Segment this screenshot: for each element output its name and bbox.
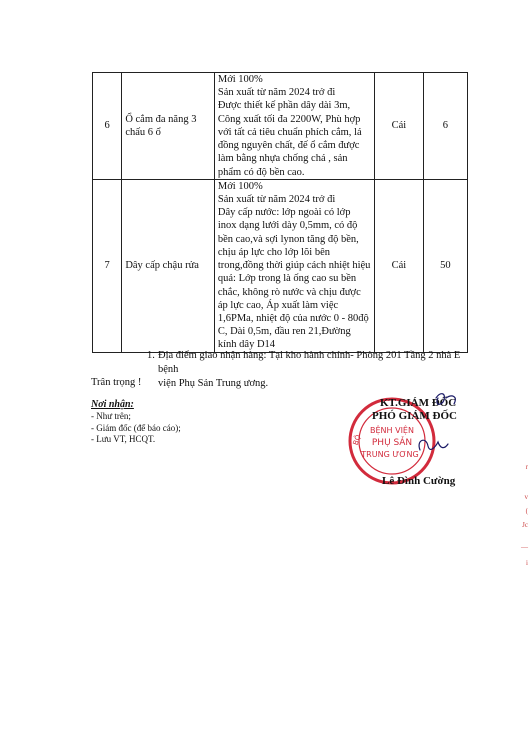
item-quantity: 6: [423, 73, 467, 180]
svg-text:BỘ: BỘ: [351, 433, 363, 447]
spec-line: chắc, không rò nước và chịu được: [217, 286, 361, 298]
edge-mark: Jc: [522, 521, 528, 529]
spec-line: trong,đồng thời giúp cách nhiệt hiệu: [217, 260, 371, 272]
table-row: [93, 179, 468, 352]
item-name: Ổ cắm đa năng 3 chấu 6 ổ: [122, 73, 215, 180]
spec-line: Mới 100%: [217, 74, 263, 85]
item-unit: Cái: [375, 73, 423, 180]
note-line-1: Địa điểm giao nhận hàng: Tại kho hành chính- Phòng 201 Tầng 2 nhà E bệnh: [158, 350, 461, 376]
table-row: [93, 73, 468, 180]
spec-line: Sản xuất từ năm 2024 trở đi: [217, 87, 336, 99]
edge-mark: v: [524, 493, 528, 501]
note-line-2: viện Phụ Sản Trung ương.: [158, 378, 269, 390]
edge-mark: r: [525, 463, 528, 471]
spec-line: Công xuất tối đa 2200W, Phù hợp: [217, 113, 361, 125]
spec-line: 1,6PMa, nhiệt độ của nước 0 - 80độ: [217, 312, 369, 324]
signature-title-1: KT.GIÁM ĐỐC: [380, 397, 457, 409]
spec-line: phẩm có độ bền cao.: [217, 166, 305, 178]
delivery-note: [147, 349, 478, 392]
edge-mark: i: [526, 559, 528, 567]
edge-mark: —: [521, 543, 528, 551]
item-spec: [214, 73, 374, 180]
note-number: 1.: [147, 350, 155, 361]
recipient-item: - Lưu VT, HCQT.: [91, 434, 156, 445]
signature-title-2: PHÓ GIÁM ĐỐC: [372, 410, 457, 422]
spec-line: inox dạng lưới dày 0,5mm, có độ: [217, 220, 358, 232]
items-table: [92, 72, 468, 353]
spec-line: Dây cấp nước: lớp ngoài có lớp: [217, 207, 351, 219]
row-number: 6: [93, 73, 122, 180]
spec-line: quả: Lớp trong là ống cao su bền: [217, 273, 357, 285]
svg-text:TRUNG ƯƠNG: TRUNG ƯƠNG: [361, 450, 419, 459]
spec-line: áp lực cao, Áp xuất làm việc: [217, 299, 339, 311]
spec-line: Mới 100%: [217, 180, 263, 192]
item-quantity: 50: [423, 179, 467, 352]
edge-marks: [516, 455, 530, 575]
greeting: Trân trọng !: [91, 377, 142, 388]
spec-line: Sản xuất từ năm 2024 trở đi: [217, 193, 336, 205]
spec-line: Được thiết kế phần dây dài 3m,: [217, 100, 351, 112]
spec-line: C, Dài 0,5m, đầu ren 21,Đường: [217, 326, 351, 338]
handwritten-signature: [396, 388, 476, 468]
recipients-title: Nơi nhận:: [91, 399, 134, 410]
item-unit: Cái: [375, 179, 423, 352]
item-spec: [214, 179, 374, 352]
recipient-item: - Giám đốc (để báo cáo);: [91, 422, 181, 433]
recipients-block: [91, 398, 181, 446]
spec-line: chịu áp lực cho lớp lõi bên: [217, 246, 331, 258]
recipient-item: - Như trên;: [91, 411, 131, 421]
spec-line: đồng nguyên chất, đế ổ cắm được: [217, 140, 360, 152]
spec-line: bền cao,và sợi lynon tăng độ bền,: [217, 233, 359, 245]
spec-line: kính dây D14: [217, 339, 276, 351]
row-number: 7: [93, 179, 122, 352]
svg-text:PHỤ SẢN: PHỤ SẢN: [371, 438, 413, 448]
spec-line: làm bằng nhựa chống chá , sản: [217, 153, 348, 165]
signer-name: Lê Đình Cường: [382, 475, 456, 487]
spec-line: với tất cả tiêu chuẩn phích cắm, lá: [217, 126, 362, 138]
edge-mark: (: [525, 507, 528, 515]
item-name: Dây cấp chậu rửa: [122, 179, 215, 352]
svg-text:BỆNH VIỆN: BỆNH VIỆN: [370, 426, 414, 435]
